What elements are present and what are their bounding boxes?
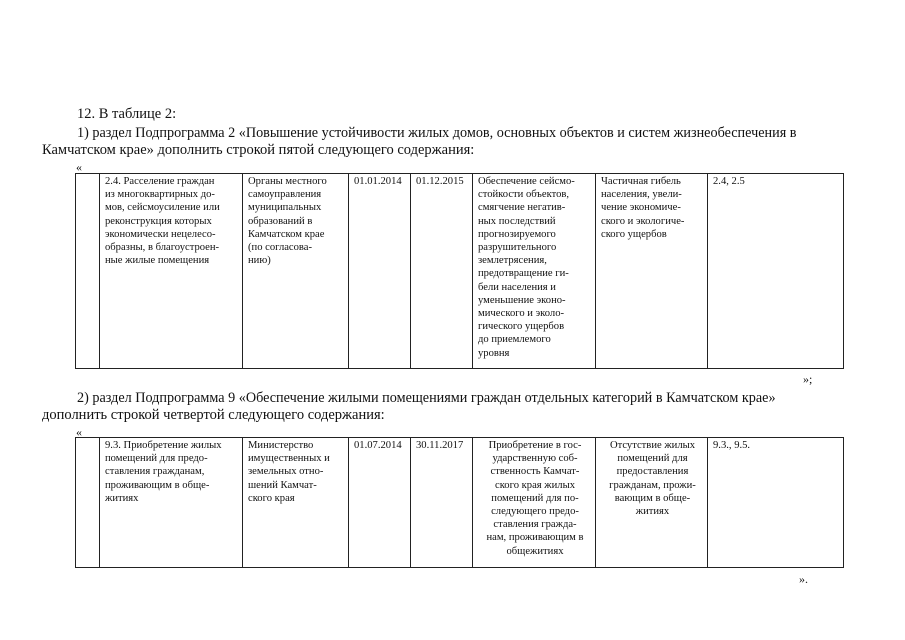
item1-close-quote: »; <box>803 372 813 386</box>
measure-name: 2.4. Расселение граждан из многоквартирных до- мов, сейсмоусиление или реконструкция которых экономически нецелесо- образны, в благоустроен- ные жилые помещения <box>105 176 220 267</box>
start-date-cell <box>349 174 411 369</box>
measure-name: 9.3. Приобретение жилых помещений для предо- ставления гражданам, проживающим в обще- житиях <box>105 440 222 504</box>
end-date: 01.12.2015 <box>416 176 464 187</box>
executor: Органы местного самоуправления муниципальных образований в Камчатском крае (по согласова- нию) <box>248 176 327 267</box>
expected-result-cell <box>473 174 596 369</box>
start-date-cell <box>349 438 411 568</box>
linked-indicators-cell <box>708 174 844 369</box>
row-empty-cell <box>76 174 100 369</box>
section-heading: 12. В таблице 2: <box>77 106 177 122</box>
item1-text-line2: Камчатском крае» дополнить строкой пятой следующего содержания: <box>42 142 475 158</box>
table-row-9-3 <box>75 437 844 568</box>
table-row-2-4 <box>75 173 844 369</box>
expected-result-cell <box>473 438 596 568</box>
measure-name-cell <box>100 438 243 568</box>
expected-result: Обеспечение сейсмо- стойкости объектов, смягчение негатив- ных последствий прогнозируемого разрушительного землетрясения, предотвращение ги- бели населения и уменьшение эконо- мического и эколо- гического ущербов до приемлемого уровня <box>478 176 575 359</box>
linked-indicators: 9.3., 9.5. <box>713 440 751 451</box>
consequences: Отсутствие жилых помещений для предоставления гражданам, прожи- вающим в обще- житиях <box>609 440 696 518</box>
expected-result: Приобретение в гос- ударственную соб- ственность Камчат- ского края жилых помещений для по- следующего предо- ставления гражда- нам, проживающим в общежитиях <box>486 440 584 557</box>
executor: Министерство имущественных и земельных отно- шений Камчат- ского края <box>248 440 330 504</box>
item1-open-quote: « <box>76 160 82 174</box>
item2-close-quote: ». <box>799 572 808 586</box>
executor-cell <box>243 174 349 369</box>
item1-text-line1: 1) раздел Подпрограмма 2 «Повышение устойчивости жилых домов, основных объектов и систем жизнеобеспечения в <box>77 125 797 141</box>
consequences-cell <box>596 438 708 568</box>
item2-text-line2: дополнить строкой четвертой следующего содержания: <box>42 407 385 423</box>
item2-open-quote: « <box>76 425 82 439</box>
start-date: 01.07.2014 <box>354 440 402 451</box>
end-date: 30.11.2017 <box>416 440 464 451</box>
item2-text-line1: 2) раздел Подпрограмма 9 «Обеспечение жилыми помещениями граждан отдельных категорий в Камчатском крае» <box>77 390 776 406</box>
end-date-cell <box>411 438 473 568</box>
row-empty-cell <box>76 438 100 568</box>
linked-indicators: 2.4, 2.5 <box>713 176 745 187</box>
executor-cell <box>243 438 349 568</box>
consequences-cell <box>596 174 708 369</box>
start-date: 01.01.2014 <box>354 176 402 187</box>
end-date-cell <box>411 174 473 369</box>
measure-name-cell <box>100 174 243 369</box>
linked-indicators-cell <box>708 438 844 568</box>
consequences: Частичная гибель населения, увели- чение экономиче- ского и экологиче- ского ущербов <box>601 176 685 240</box>
